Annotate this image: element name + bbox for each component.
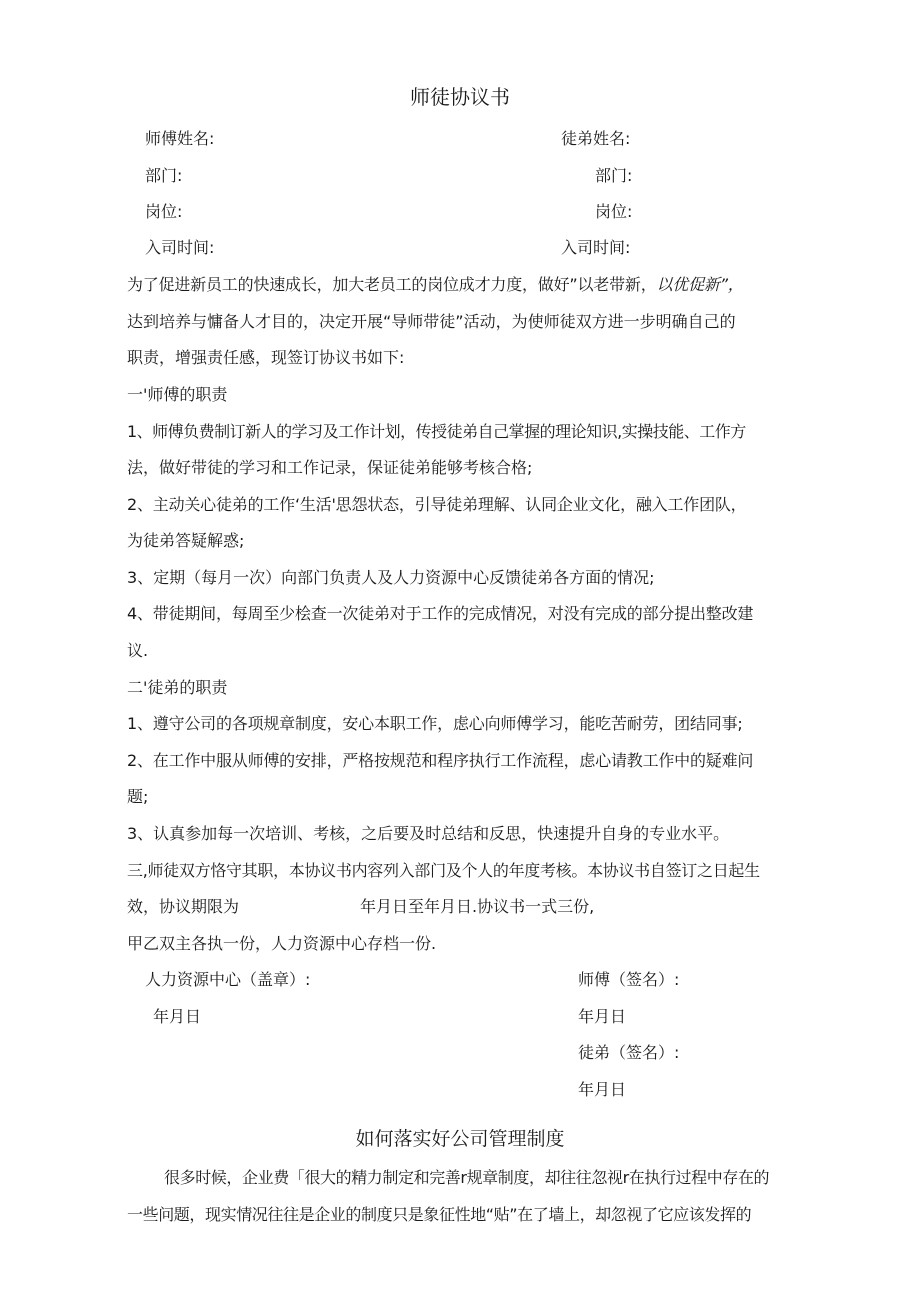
hr-seal-label: 人力资源中心（盖章）: bbox=[145, 970, 311, 989]
master-signature-date: 年月日 bbox=[578, 1007, 627, 1026]
intro-line-2: 达到培养与慵备人才目的，决定开展“导师带徒”活动，为使师徒双方进一步明确自己的 bbox=[127, 312, 736, 331]
section-1-item-4-line-2: 议. bbox=[127, 641, 149, 660]
section-1-item-2-line-2: 为徒弟答疑解惑; bbox=[127, 531, 245, 550]
apprentice-post-label: 岗位: bbox=[595, 202, 633, 221]
apprentice-signature-date: 年月日 bbox=[578, 1080, 627, 1099]
section-1-heading: 一'师傅的职责 bbox=[127, 385, 228, 404]
master-join-date-label: 入司时间: bbox=[145, 238, 215, 257]
hr-date: 年月日 bbox=[153, 1007, 202, 1026]
intro-line-1 bbox=[127, 275, 744, 295]
section-1-item-4-line-1: 4、带徒期间，每周至少桧查一次徒弟对于工作的完成情况，对没有完成的部分提出整改建 bbox=[127, 604, 754, 623]
apprentice-name-label: 徒弟姓名: bbox=[561, 129, 631, 148]
apprentice-dept-label: 部门: bbox=[595, 166, 633, 185]
apprentice-join-date-label: 入司时间: bbox=[561, 238, 631, 257]
section-2-item-2-line-1: 2、在工作中服从师傅的安排，严格按规范和程序执行工作流程，虑心请教工作中的疑难问 bbox=[127, 751, 754, 770]
section-2-item-3: 3、认真参加每一次培训、考核，之后要及时总结和反思，快速提升自身的专业水平。 bbox=[127, 824, 730, 843]
section-2-heading: 二'徒弟的职责 bbox=[127, 678, 228, 697]
section-3-line-2b: 年月日至年月日.协议书一式三份, bbox=[360, 897, 595, 916]
section-1-item-2-line-1: 2、主动关心徒弟的工作‘生活'思怨状态，引导徒弟理解、认同企业文化，融入工作团队， bbox=[127, 495, 747, 514]
article-2-title: 如何落实好公司管理制度 bbox=[355, 1128, 565, 1150]
section-2-item-2-line-2: 题; bbox=[127, 787, 149, 806]
section-1-item-1-line-2: 法，做好带徒的学习和工作记录，保证徒弟能够考核合格; bbox=[127, 458, 533, 477]
intro-line-3: 职责，增强责任感，现签订协议书如下: bbox=[127, 348, 405, 367]
document-title: 师徒协议书 bbox=[410, 85, 510, 109]
master-dept-label: 部门: bbox=[145, 166, 183, 185]
section-3-line-2a: 效，协议期限为 bbox=[127, 897, 240, 916]
master-signature-label: 师傅（签名）: bbox=[578, 970, 680, 989]
master-name-label: 师傅姓名: bbox=[145, 129, 215, 148]
article-2-line-1: 很多时候，企业费「很大的精力制定和完善r规章制度，却往往忽视r在执行过程中存在的 bbox=[164, 1168, 770, 1187]
section-1-item-1-line-1: 1、师傅负费制订新人的学习及工作计划，传授徒弟自己掌握的理论知识,实操技能、工作方 bbox=[127, 422, 746, 441]
section-1-item-3: 3、定期（每月一次）向部门负责人及人力资源中心反馈徒弟各方面的情况; bbox=[127, 568, 655, 587]
section-3-line-1: 三,师徒双方恪守其职，本协议书内容列入部门及个人的年度考核。本协议书自签订之日起生 bbox=[127, 861, 760, 880]
master-post-label: 岗位: bbox=[145, 202, 183, 221]
intro-line-1-italic: 以优促新”， bbox=[656, 275, 744, 294]
section-3-line-3: 甲乙双主各执一份，人力资源中心存档一份. bbox=[127, 934, 437, 953]
article-2-line-2: 一些问题，现实情况往往是企业的制度只是象征性地“贴”在了墙上，却忽视了它应该发挥的 bbox=[127, 1205, 752, 1224]
apprentice-signature-label: 徒弟（签名）: bbox=[578, 1043, 680, 1062]
section-2-item-1: 1、遵守公司的各项规章制度，安心本职工作，虑心向师傅学习，能吃苦耐劳，团结同事; bbox=[127, 714, 743, 733]
intro-line-1-main: 为了促进新员工的快速成长，加大老员工的岗位成才力度，做好”以老带新， bbox=[127, 275, 657, 294]
